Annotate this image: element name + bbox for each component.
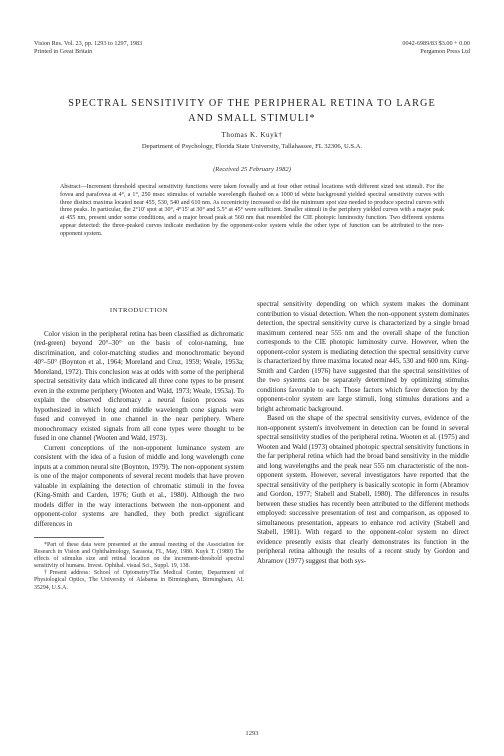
publisher: Pergamon Press Ltd bbox=[420, 48, 470, 55]
journal-code: 0042-6989/83 $3.00 + 0.00 bbox=[402, 40, 470, 47]
paragraph: Color vision in the peripheral retina has been classified as dichromatic (red-green) beyond 20°–30° on the basis of color-naming, hue discrimination, and color-matching studies and monochromatic beyond 40°–50° (Boynton et al., 1964; Moreland and Cruz, 1959; Weale, 1953a; Moreland, 1972). This conclusion was at odds with some of the peripheral spectral sensitivity data which indicated all three cone types to be present even in the extreme periphery (Wooten and Wald, 1973; Weale, 1953a). To explain the observed dichromacy a neural fusion process was hypothesized in which long and middle wavelength cone signals were fused and conveyed in one channel in the near periphery. Where monochromacy existed signals from all cone types were thought to be fused in one channel (Wooten and Wald, 1973). bbox=[34, 329, 244, 442]
paper-title: SPECTRAL SENSITIVITY OF THE PERIPHERAL RETINA TO LARGE AND SMALL STIMULI* bbox=[68, 98, 436, 124]
printed-location: Printed in Great Britain bbox=[34, 48, 93, 55]
footnote: *Part of these data were presented at the annual meeting of the Association for Research in Vision and Ophthalmology, Sarasota, FL, May, 1980. Kuyk T. (1980) The effects of stimulus size and retinal location on the increment-threshold spectral sensitivity of humans. Invest. Ophthal. visual Sci., Suppl. 19, 138. bbox=[34, 542, 244, 570]
abstract: Abstract—Increment threshold spectral sensitivity functions were taken foveally and at four other retinal locations with different sized test stimuli. For the fovea and parafovea at 4°, a 1°, 250 msec stimulus of variable wavelength flashed on a 1000 td white background yielded spectral sensitivity curves with three distinct maxima located near 455, 530, 540 and 610 nm. As eccentricity increased so did the minimum spot size needed to produce spectral curves with three peaks. In particular, the 2°10' spot at 30°, 4°15' at 30° and 5.5° at 45° were sufficient. Smaller stimuli in the periphery yielded curves with a major peak at 455 nm, present under some conditions, and a major broad peak at 560 nm that resembled the CIE photopic luminosity function. Two different systems appear detected: the three-peaked curves indicate mediation by the opponent-color system while the other type of function can be attributed to the non-opponent system. bbox=[60, 184, 444, 237]
abstract-label: Abstract bbox=[60, 184, 81, 190]
paragraph: spectral sensitivity depending on which system makes the dominant contribution to visual detection. When the non-opponent system dominates detection, the spectral sensitivity curve is characterized by a single broad maximum centered near 555 nm and the overall shape of the function corresponds to the CIE photopic luminosity curve. However, when the opponent-color system is mediating detection the spectral sensitivity curve is characterized by three maxima located near 445, 530 and 600 nm. King-Smith and Carden (1976) have suggested that the spectral sensitivities of the two systems can be separately determined by optimizing stimulus conditions favorable to each. Those factors which favor detection by the opponent-color system are large stimuli, long stimulus durations and a bright achromatic background. bbox=[257, 300, 469, 413]
left-column bbox=[34, 300, 244, 592]
right-column bbox=[257, 300, 469, 566]
journal-header-left bbox=[34, 40, 142, 56]
footnote: †Present address: School of Optometry/The Medical Center, Department of Physiological Optics, The University of Alabama in Birmingham, Birmingham, AL 35294, U.S.A. bbox=[34, 570, 244, 591]
abstract-text: Increment threshold spectral sensitivity functions were taken foveally and at four other retinal locations with different sized test stimuli. For the fovea and parafovea at 4°, a 1°, 250 msec stimulus of variable wavelength flashed on a 1000 td white background yielded spectral sensitivity curves with three distinct maxima located near 455, 530, 540 and 610 nm. As eccentricity increased so did the minimum spot size needed to produce spectral curves with three peaks. In particular, the 2°10' spot at 30°, 4°15' at 30° and 5.5° at 45° were sufficient. Smaller stimuli in the periphery yielded curves with a major peak at 455 nm, present under some conditions, and a major broad peak at 560 nm that resembled the CIE photopic luminosity function. Two different systems appear detected: the three-peaked curves indicate mediation by the opponent-color system while the other type of function can be attributed to the non-opponent system. bbox=[60, 184, 444, 237]
paper-author: Thomas K. Kuyk† bbox=[221, 131, 283, 139]
author-affiliation: Department of Psychology, Florida State University, Tallahassee, FL 32306, U.S.A. bbox=[141, 143, 363, 150]
page-number: 1293 bbox=[245, 730, 259, 737]
journal-header-right bbox=[402, 40, 470, 56]
paragraph: Based on the shape of the spectral sensitivity curves, evidence of the non-opponent system's involvement in detection can be found in several spectral sensitivity studies of the peripheral retina. Wooten et al. (1975) and Wooten and Wald (1973) obtained photopic spectral sensitivity functions in the far peripheral retina which had the broad band sensitivity in the middle and long wavelengths and the peak near 555 nm characteristic of the non-opponent system. However, several investigators have reported that the spectral sensitivity of the periphery is basically scotopic in form (Abramov and Gordon, 1977; Stabell and Stabell, 1980). The differences in results between these studies has recently been attributed to the different methods employed: successive presentation of test and comparison, as opposed to simultaneous presentation, appears to enhance rod activity (Stabell and Stabell, 1981). With regard to the opponent-color system no direct evidence presently exists that clearly demonstrates its function in the peripheral retina although the results of a recent study by Gordon and Abramov (1977) suggest that both sys- bbox=[257, 414, 469, 565]
paragraph: Current conceptions of the non-opponent luminance system are consistent with the idea of a fusion of middle and long wavelength cone inputs at a common neural site (Boynton, 1979). The non-opponent system is one of the major components of several recent models that have proven valuable in explaining the detection of chromatic stimuli in the fovea (King-Smith and Carden, 1976; Guth et al., 1980). Although the two models differ in the way interactions between the non-opponent and opponent-color systems are handled, they both predict significant differences in bbox=[34, 443, 244, 528]
section-heading-introduction: INTRODUCTION bbox=[109, 307, 169, 314]
received-date: (Received 25 February 1982) bbox=[213, 166, 291, 173]
footnote-divider bbox=[34, 537, 104, 538]
journal-citation: Vision Res. Vol. 23, pp. 1293 to 1297, 1983 bbox=[34, 40, 143, 47]
